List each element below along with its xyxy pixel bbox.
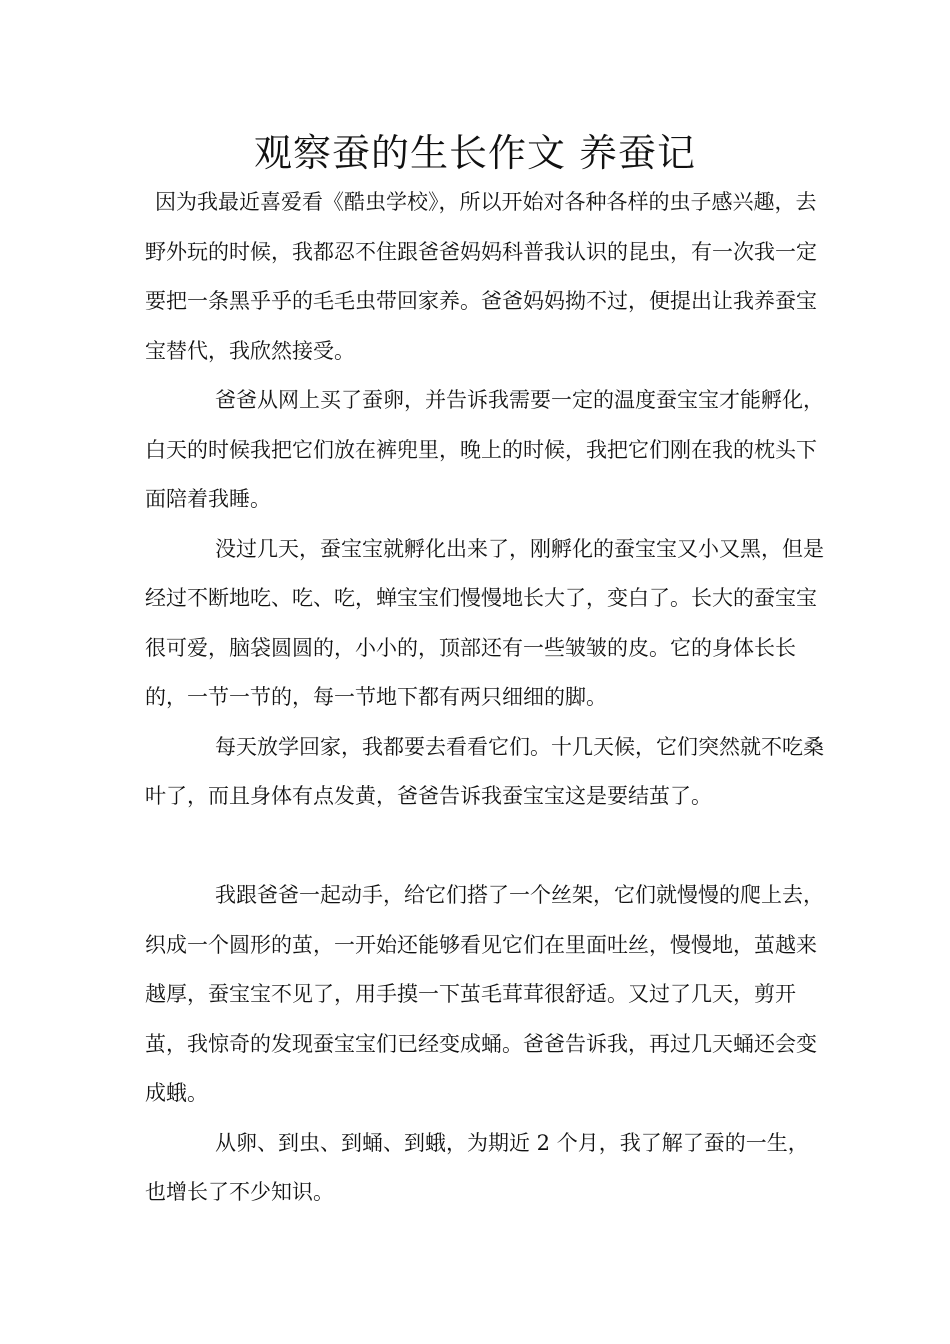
paragraph-5: 我跟爸爸一起动手，给它们搭了一个丝架，它们就慢慢的爬上去，织成一个圆形的茧，一开始还能够看见它们在里面吐丝，慢慢地，茧越来越厚，蚕宝宝不见了，用手摸一下茧毛茸茸很舒适。又过了几天，剪开茧，我惊奇的发现蚕宝宝们已经变成蛹。爸爸告诉我，再过几天蛹还会变成蛾。 (145, 883, 824, 1105)
paragraph-4: 每天放学回家，我都要去看看它们。十几天候，它们突然就不吃桑叶了，而且身体有点发黄，爸爸告诉我蚕宝宝这是要结茧了。 (145, 734, 824, 808)
document-body (145, 178, 825, 1218)
paragraph-spacer (145, 822, 825, 872)
paragraph-3: 没过几天，蚕宝宝就孵化出来了，刚孵化的蚕宝宝又小又黑，但是经过不断地吃、吃、吃，蝉宝宝们慢慢地长大了，变白了。长大的蚕宝宝很可爱，脑袋圆圆的，小小的，顶部还有一些皱皱的皮。它的身体长长的，一节一节的，每一节地下都有两只细细的脚。 (145, 536, 824, 709)
paragraph-2: 爸爸从网上买了蚕卵，并告诉我需要一定的温度蚕宝宝才能孵化，白天的时候我把它们放在裤兜里，晚上的时候，我把它们刚在我的枕头下面陪着我睡。 (145, 388, 824, 511)
paragraph-6: 从卵、到虫、到蛹、到蛾，为期近 2 个月，我了解了蚕的一生，也增长了不少知识。 (145, 1130, 809, 1204)
document-title: 观察蚕的生长作文 养蚕记 (253, 131, 697, 175)
paragraph-1: 因为我最近喜爱看《酷虫学校》，所以开始对各种各样的虫子感兴趣，去野外玩的时候，我都忍不住跟爸爸妈妈科普我认识的昆虫，有一次我一定要把一条黑乎乎的毛毛虫带回家养。爸爸妈妈拗不过，便提出让我养蚕宝宝替代，我欣然接受。 (145, 190, 817, 363)
